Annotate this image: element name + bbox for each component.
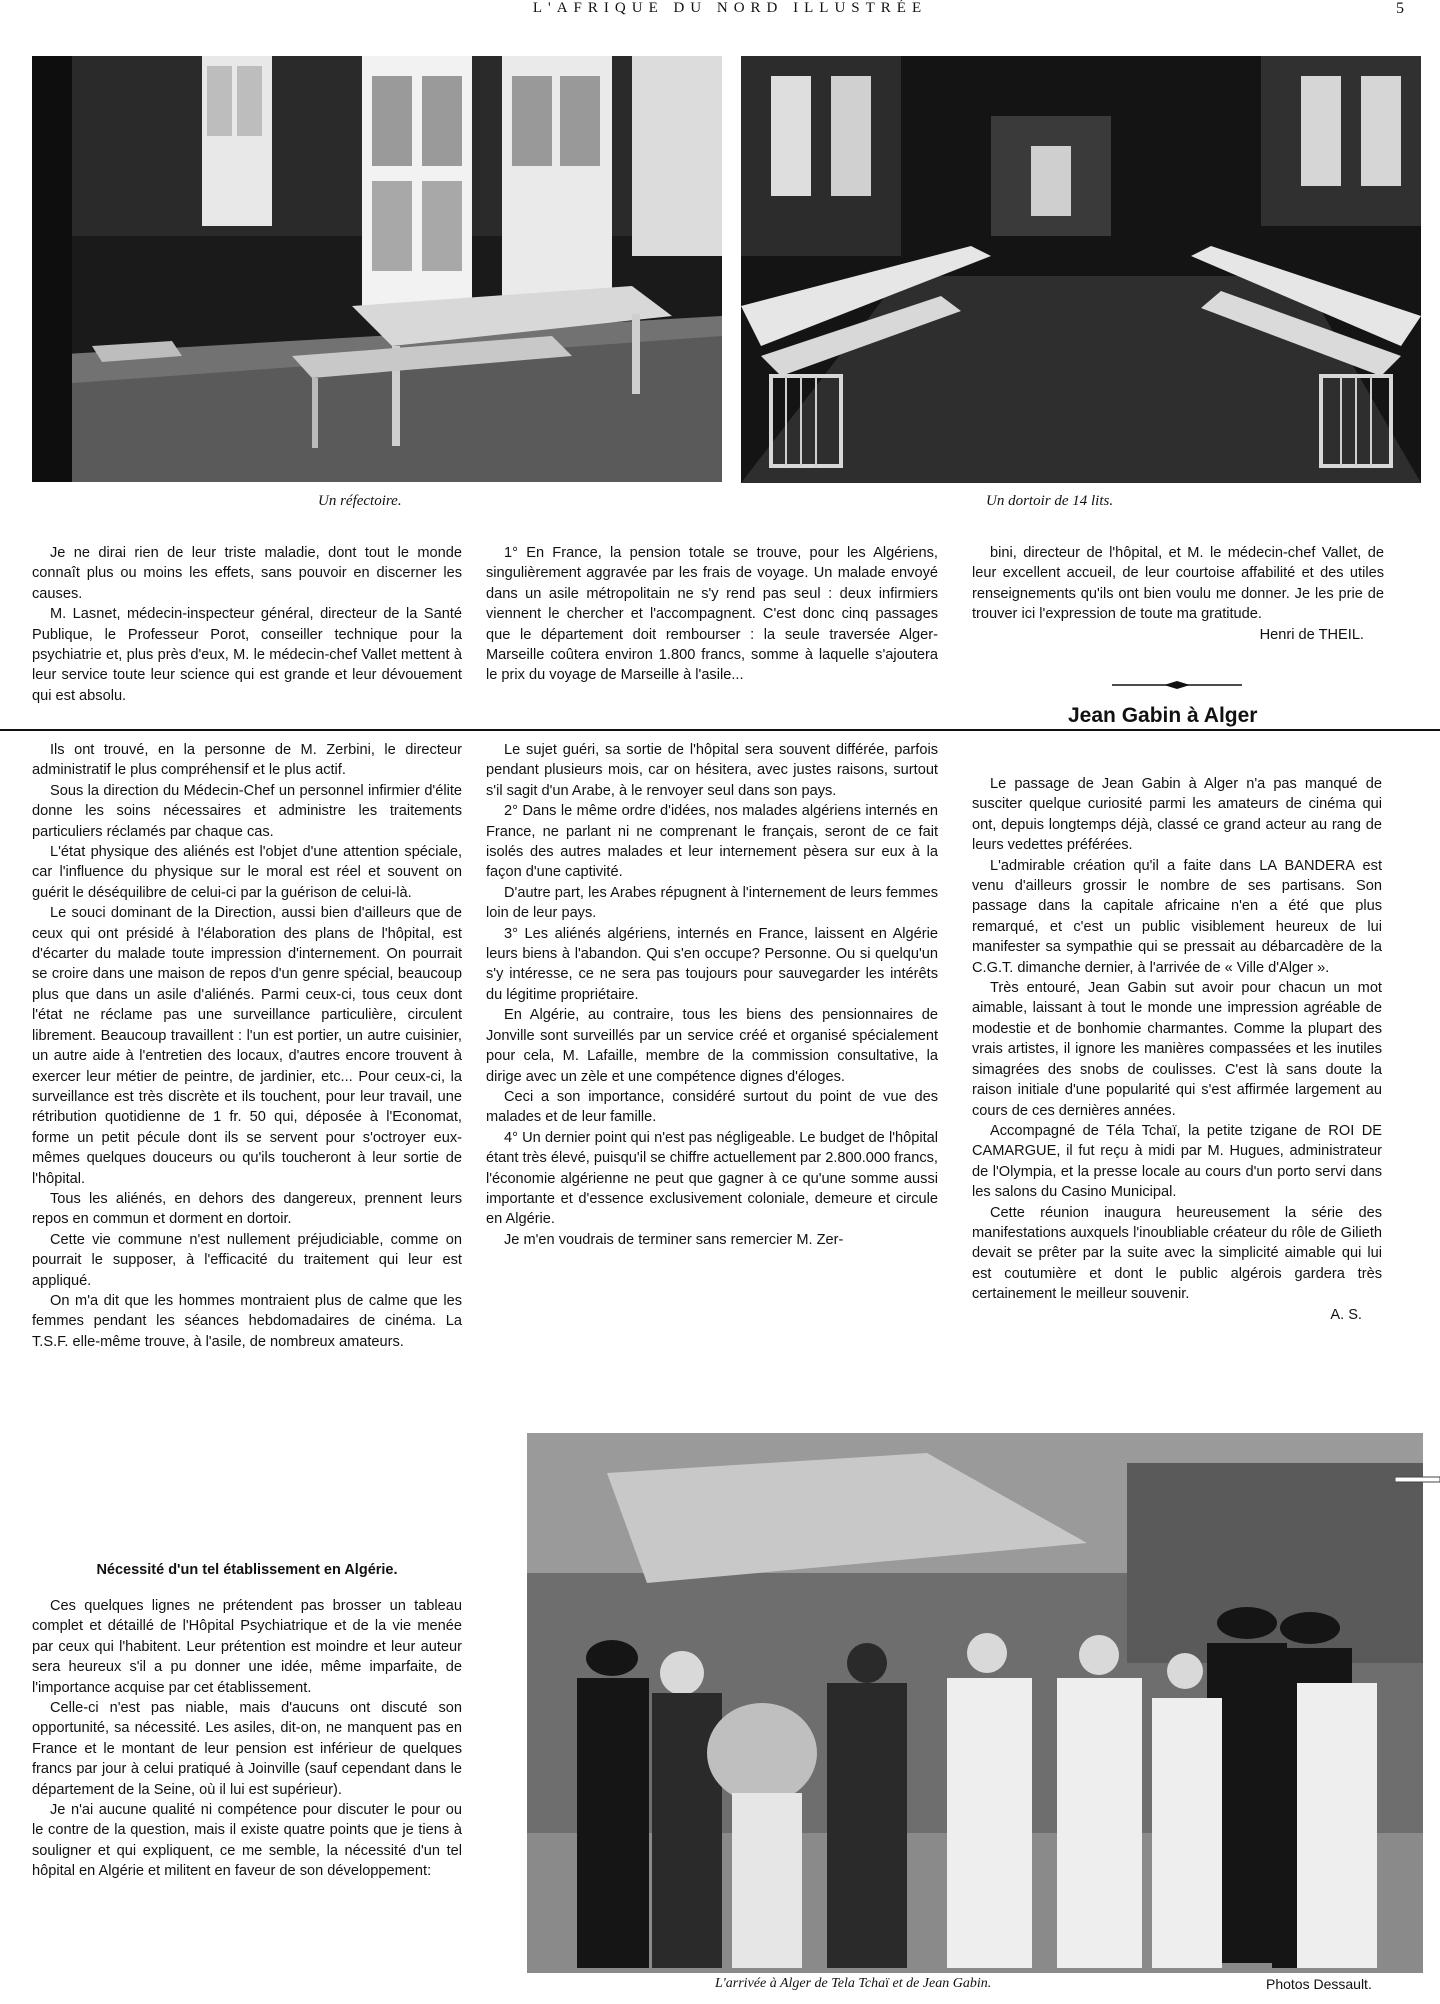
paragraph: On m'a dit que les hommes montraient plus de calme que les femmes pendant les séances hebdomadaires de cinéma. La T.S.F. elle-même trouve, à l'asile, de nombreux amateurs. bbox=[32, 1292, 462, 1350]
paragraph: Je m'en voudrais de terminer sans remercier M. Zer- bbox=[504, 1231, 844, 1248]
paragraph: En Algérie, au contraire, tous les biens des pensionnaires de Jonville sont surveillés par un service créé et organisé spécialement pour cela, M. Lafaille, membre de la commission consultative, la dirige avec un zèle et une compétence dignes d'éloges. bbox=[486, 1007, 938, 1085]
author-signature: Henri de THEIL. bbox=[1259, 626, 1364, 643]
column-1-bottom bbox=[32, 740, 462, 1352]
page-fold-line bbox=[0, 729, 1440, 731]
column-2-bottom bbox=[486, 740, 938, 1250]
photo-credit: Photos Dessault. bbox=[1266, 1976, 1372, 1992]
page-number: 5 bbox=[1396, 0, 1404, 17]
paragraph: Je ne dirai rien de leur triste maladie, dont tout le monde connaît plus ou moins les effets, sans pouvoir en discerner les causes. bbox=[32, 545, 462, 602]
paragraph: Sous la direction du Médecin-Chef un personnel infirmier d'élite donne les soins nécessaires et administre les traitements particuliers réclamés par chaque cas. bbox=[32, 782, 462, 840]
masthead: L'AFRIQUE DU NORD ILLUSTRÉE bbox=[532, 0, 928, 16]
paragraph: Accompagné de Téla Tchaï, la petite tzigane de ROI DE CAMARGUE, il fut reçu à midi par M. Hugues, administrateur de l'Olympia, et la presse locale au cours d'un porto servi dans les salons du Casino Municipal. bbox=[972, 1122, 1382, 1201]
paragraph: D'autre part, les Arabes répugnent à l'internement de leurs femmes loin de leur pays. bbox=[486, 884, 938, 922]
paragraph: Tous les aliénés, en dehors des dangereux, prennent leurs repos en commun et dorment en dortoir. bbox=[32, 1190, 462, 1228]
paragraph: Ces quelques lignes ne prétendent pas brosser un tableau complet et détaillé de l'Hôpital Psychiatrique et de la vie menée par ceux qui l'habitent. Leur prétention est moindre et leur auteur sera heureux s'il a pu donner une idée, même imparfaite, de l'importance acquise par cet établissement. bbox=[32, 1598, 462, 1696]
article-signature: A. S. bbox=[1330, 1306, 1362, 1323]
article-title: Jean Gabin à Alger bbox=[1068, 704, 1258, 727]
paragraph: L'admirable création qu'il a faite dans LA BANDERA est venu d'ailleurs grossir le nombre de ses partisans. Son passage dans la capitale africaine n'en a été que plus remarqué, et c'est un public visiblement heureux de lui manifester sa sympathie qui se pressait au débarcadère de la C.G.T. dimanche dernier, à l'arrivée de « Ville d'Alger ». bbox=[972, 857, 1382, 976]
paragraph: Le souci dominant de la Direction, aussi bien d'ailleurs que de ceux qui ont présidé à l'élaboration des plans de l'hôpital, est d'écarter du malade toute impression d'internement. On pourrait se croire dans une maison de repos d'un genre spécial, beaucoup plus que dans un asile d'aliénés. Parmi ceux-ci, tous ceux dont l'état ne réclame pas une surveillance particulière, circulent librement. Beaucoup travaillent : l'un est portier, un autre cuisinier, un autre aide à l'entretien des locaux, d'autres encore trouvent à exercer leur métier de peintre, de jardinier, etc... Pour ceux-ci, la surveillance est très discrète et ils touchent, pour leur travail, une rétribution quotidienne de 1 fr. 50 qui, déposée à l'Economat, forme un petit pécule dont ils se servent pour s'octroyer eux-mêmes quelques douceurs ou qu'ils toucheront à leur sortie de l'hôpital. bbox=[32, 905, 462, 1187]
dormitory-caption: Un dortoir de 14 lits. bbox=[986, 493, 1114, 509]
paragraph: L'état physique des aliénés est l'objet d'une attention spéciale, car l'influence du physique sur le moral est réel et souvent on guérit le déséquilibre de celui-ci par la guérison de celui-là. bbox=[32, 844, 462, 901]
paragraph: Le passage de Jean Gabin à Alger n'a pas manqué de susciter quelque curiosité parmi les amateurs de cinéma qui ont, depuis longtemps déjà, classé ce grand acteur au rang de leurs vedettes préférées. bbox=[972, 776, 1382, 854]
paragraph: bini, directeur de l'hôpital, et M. le médecin-chef Vallet, de leur excellent accueil, de leur courtoise affabilité et des utiles renseignements qu'ils ont bien voulu me donner. Je les prie de trouver ici l'expression de toute ma gratitude. bbox=[972, 545, 1384, 623]
refectory-caption: Un réfectoire. bbox=[318, 493, 402, 509]
column-3-gabin-article bbox=[972, 774, 1382, 1325]
column-3-top bbox=[972, 543, 1384, 645]
paragraph: 3° Les aliénés algériens, internés en France, laissent en Algérie leurs biens à l'abandon. Qui s'en occupe? Personne. Ou si quelqu'un s'y intéresse, ce ne sera pas toujours pour sauvegarder les intérêts du légitime propriétaire. bbox=[486, 925, 938, 1003]
page-edge-marker bbox=[1395, 1476, 1440, 1483]
arrival-photo-image bbox=[527, 1433, 1423, 1973]
paragraph: Cette vie commune n'est nullement préjudiciable, comme on pourrait le supposer, à l'efficacité du traitement qui leur est appliqué. bbox=[32, 1231, 462, 1289]
paragraph: 1° En France, la pension totale se trouve, pour les Algériens, singulièrement aggravée par les frais de voyage. Un malade envoyé dans un asile métropolitain ne s'y rend pas seul : deux infirmiers viennent le chercher et l'accompagnent. C'est donc cinq passages que le département doit rembourser : la seule traversée Alger-Marseille coûtera environ 1.800 francs, somme à laquelle s'ajoutera le prix du voyage de Marseille à l'asile... bbox=[486, 545, 938, 684]
paragraph: Je n'ai aucune qualité ni compétence pour discuter le pour ou le contre de la question, mais il existe quatre points que je tiens à souligner et qui expliquent, ce me semble, la nécessité d'un tel hôpital en Algérie et militent en faveur de son développement: bbox=[32, 1802, 462, 1880]
paragraph: Ceci a son importance, considéré surtout du point de vue des malades et de leur famille. bbox=[486, 1088, 938, 1126]
dormitory-photo-image bbox=[741, 56, 1421, 483]
paragraph: Cette réunion inaugura heureusement la série des manifestations auxquels l'inoubliable créateur du rôle de Gilieth devait se prêter par la suite avec la simplicité aimable qui lui est coutumière et dont le public algérois gardera très certainement le meilleur souvenir. bbox=[972, 1204, 1382, 1303]
divider-ornament bbox=[1112, 681, 1242, 689]
paragraph: Celle-ci n'est pas niable, mais d'aucuns ont discuté son opportunité, sa nécessité. Les asiles, dit-on, ne manquent pas en France et le montant de leur pension est inférieur de quelques francs par jour à celui pratiqué à Joinville (sauf cependant dans le département de la Seine, où il lui est supérieur). bbox=[32, 1700, 462, 1798]
section-subheading: Nécessité d'un tel établissement en Algérie. bbox=[96, 1562, 398, 1578]
dormitory-photo bbox=[741, 56, 1421, 483]
paragraph: Le sujet guéri, sa sortie de l'hôpital sera souvent différée, parfois pendant plusieurs mois, car on hésitera, avec justes raisons, surtout s'il sagit d'un Arabe, à le renvoyer seul dans son pays. bbox=[486, 742, 938, 799]
column-1-top bbox=[32, 543, 462, 706]
refectory-photo bbox=[32, 56, 722, 482]
paragraph: Ils ont trouvé, en la personne de M. Zerbini, le directeur administratif le plus compréhensif et le plus actif. bbox=[32, 742, 462, 779]
paragraph: M. Lasnet, médecin-inspecteur général, directeur de la Santé Publique, le Professeur Porot, conseiller technique pour la psychiatrie et, plus près d'eux, M. le médecin-chef Vallet mettent à leur service toute leur science qui est grande et leur dévouement qui est absolu. bbox=[32, 606, 462, 704]
column-1-final bbox=[32, 1596, 462, 1882]
column-2-top bbox=[486, 543, 938, 686]
arrival-photo bbox=[527, 1433, 1423, 1973]
paragraph: 4° Un dernier point qui n'est pas négligeable. Le budget de l'hôpital étant très élevé, puisqu'il se chiffre actuellement par 2.800.000 francs, l'économie algérienne ne peut que gagner à ce qu'une somme aussi importante et d'essence exclusivement coloniale, demeure et circule en Algérie. bbox=[486, 1129, 938, 1228]
paragraph: 2° Dans le même ordre d'idées, nos malades algériens internés en France, ne parlant ni ne comprenant le français, seront de ce fait isolés des autres malades et leur internement pèsera sur eux à la façon d'une captivité. bbox=[486, 803, 938, 881]
refectory-photo-image bbox=[32, 56, 722, 482]
arrival-caption: L'arrivée à Alger de Tela Tchaï et de Jean Gabin. bbox=[715, 1976, 992, 1991]
page-header bbox=[0, 0, 1440, 20]
paragraph: Très entouré, Jean Gabin sut avoir pour chacun un mot aimable, laissant à tout le monde une impression agréable de modestie et de bonhomie charmantes. Comme la plupart des vrais artistes, il ignore les manières compassées et les inutiles simagrées des snobs de coulisses. C'est là sans doute la raison initiale d'une popularité qui s'est affirmée largement au cours de ces dernières années. bbox=[972, 980, 1382, 1119]
